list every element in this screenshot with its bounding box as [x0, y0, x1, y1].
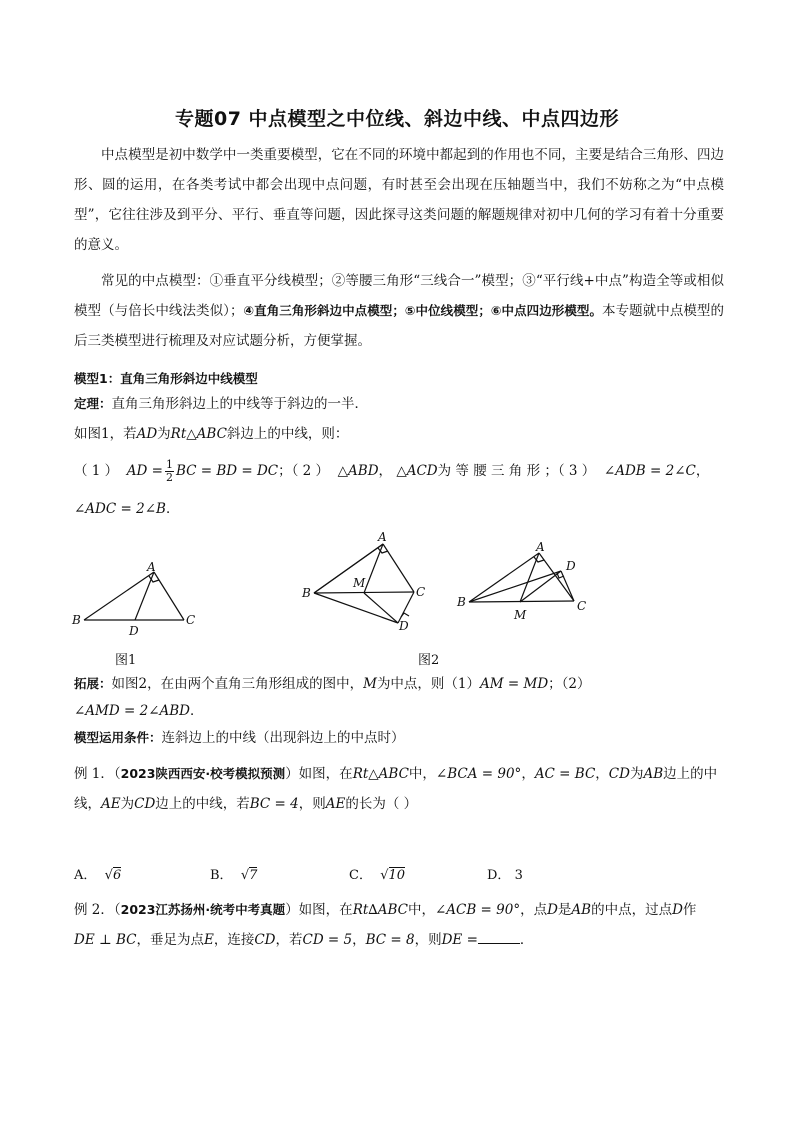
model1-intro-line — [74, 423, 348, 445]
ex2-d: D — [547, 902, 558, 918]
ex2-text1: ，点 — [520, 902, 548, 918]
prop2-abd: △ABD — [337, 463, 379, 479]
ex1-l2-c: 边上的中线，若 — [155, 796, 250, 812]
extension-m: M — [363, 676, 377, 692]
ex2-end: ． — [519, 932, 534, 948]
ex2-de: DE = — [441, 932, 478, 948]
choice-c-letter: C． — [349, 868, 372, 883]
ex1-cond2: AC = BC — [534, 766, 596, 782]
intro-ad: AD — [136, 426, 158, 442]
ex2-bc8: BC = 8 — [365, 932, 415, 948]
common-models-bold: ④直角三角形斜边中点模型；⑤中位线模型；⑥中点四边形模型。 — [243, 303, 603, 318]
fig1-label-d: D — [129, 624, 139, 638]
extension-end: ． — [190, 703, 204, 719]
prop1-ad: AD = — [126, 463, 163, 479]
extension-text-c: ；（2） — [548, 676, 591, 692]
extension-text-b: 为中点，则（1） — [376, 676, 481, 692]
prop1-rest: BC = BD = DC — [175, 463, 279, 479]
ex2-text4: 作 — [682, 902, 697, 918]
choice-b[interactable] — [210, 864, 257, 883]
ex2-prefix: 例 2．（ — [74, 902, 121, 918]
intro-text-c: 斜边上的中线，则： — [226, 426, 349, 442]
model1-properties-line — [74, 456, 724, 486]
ex1-l2-b: 为 — [120, 796, 135, 812]
extension-eq1: AM = MD — [480, 676, 549, 692]
ex2-de-perp: DE ⊥ BC — [74, 932, 137, 948]
ex1-ae: AE — [101, 796, 121, 812]
figure1-diagram — [66, 555, 206, 640]
fig1-label-c: C — [186, 613, 196, 627]
ex2-d2: D — [672, 902, 683, 918]
model1-prop3-continued — [74, 498, 179, 520]
ex1-l2-e: 的长为（ ） — [345, 796, 418, 812]
prop2-text: 为 等 腰 三 角 形 ；（ 3 ） — [437, 463, 596, 479]
fig2-label-b: B — [302, 586, 311, 600]
choice-a-letter: A． — [74, 868, 97, 883]
ex1-ab: AB — [643, 766, 664, 782]
ex2-cd: CD — [254, 932, 276, 948]
ex1-l2-a: 线， — [74, 796, 101, 812]
fig3-label-d: D — [566, 559, 576, 573]
fig2-label-c: C — [416, 585, 426, 599]
condition-line — [74, 727, 405, 749]
choice-c[interactable] — [349, 864, 405, 883]
ex2-after-source: ）如图，在 — [285, 902, 353, 918]
prop3-adc: ∠ADC = 2∠B — [74, 501, 166, 517]
ex2-text3: 的中点，过点 — [591, 902, 673, 918]
prop3-adb: ∠ADB = 2∠C — [603, 463, 696, 479]
fig1-label-a: A — [147, 560, 156, 574]
ex1-cond1: ∠BCA = 90° — [435, 766, 522, 782]
ex1-bc4: BC = 4 — [249, 796, 299, 812]
ex1-ae2: AE — [325, 796, 346, 812]
intro-text-b: 为 — [157, 426, 171, 442]
extension-text-a: 如图2，在由两个直角三角形组成的图中， — [111, 676, 364, 692]
sqrt-icon: √ — [380, 868, 389, 883]
intro-paragraph: 中点模型是初中数学中一类重要模型，它在不同的环境中都起到的作用也不同，主要是结合三角形、四边形、圆的运用，在各类考试中都会出现中点问题，有时甚至会出现在压轴题当中，我们不妨称之为“中点模型”，它往往涉及到平分、平行、垂直等问题，因此探寻这类问题的解题规律对初中几何的学习有着十分重要的意义。 — [74, 147, 724, 253]
figure3-diagram — [453, 538, 593, 628]
choice-c-value: 10 — [388, 868, 406, 883]
theorem-label: 定理： — [74, 396, 112, 411]
figure2-diagram — [298, 527, 438, 637]
extension-line — [74, 673, 591, 695]
ex1-cd2: CD — [134, 796, 156, 812]
example2-line2 — [74, 929, 533, 951]
frac-den: 2 — [165, 471, 173, 484]
common-models-tail: 本专题就中点模型的后三类模型进行梳理及对应试题分析，方便掌握。 — [74, 303, 724, 349]
prop2-acd: △ACD — [396, 463, 438, 479]
intro-rt: Rt△ABC — [170, 426, 227, 442]
example1-line2 — [74, 793, 417, 815]
answer-blank[interactable] — [478, 929, 520, 944]
prop1-sep: ；（ 2 ） — [278, 463, 330, 479]
common-models-paragraph — [74, 266, 724, 356]
example1-line1 — [74, 763, 717, 785]
prop1-label: （ 1 ） — [74, 463, 119, 479]
choice-d-letter: D． — [487, 868, 511, 883]
choice-b-letter: B． — [210, 868, 233, 883]
page-title: 专题07 中点模型之中位线、斜边中线、中点四边形 — [174, 108, 620, 130]
extension-eq2: ∠AMD = 2∠ABD — [74, 703, 190, 719]
fig2-label-d: D — [399, 619, 409, 633]
ex2-l2-b: ，连接 — [213, 932, 255, 948]
ex2-l2-c: ，若 — [275, 932, 303, 948]
model1-heading: 模型1：直角三角形斜边中线模型 — [74, 371, 258, 386]
ex2-ab: AB — [571, 902, 592, 918]
prop3-comma: ， — [695, 463, 710, 479]
fig1-label-b: B — [72, 613, 81, 627]
fig3-label-m: M — [514, 608, 527, 622]
intro-text-a: 如图1，若 — [74, 426, 137, 442]
ex2-cd5: CD = 5 — [302, 932, 353, 948]
theorem-line — [74, 393, 368, 415]
common-models-text: 常见的中点模型：①垂直平分线模型；②等腰三角形“三线合一”模型；③“平行线+中点”构造全等或相似模型（与倍长中线法类似）； — [74, 273, 724, 319]
ex1-sep2: ， — [595, 766, 609, 782]
ex2-e: E — [203, 932, 214, 948]
figure2-caption: 图2 — [418, 653, 440, 668]
ex1-rt: Rt△ABC — [352, 766, 409, 782]
figure1-caption: 图1 — [115, 653, 137, 668]
prop2-comma: ， — [378, 463, 393, 479]
sqrt-icon: √ — [240, 868, 250, 883]
ex1-mid: 中， — [408, 766, 436, 782]
choice-a[interactable] — [74, 864, 121, 883]
fig3-label-a: A — [536, 540, 545, 554]
sqrt-icon: √ — [104, 868, 113, 883]
fig2-label-m: M — [353, 576, 366, 590]
ex2-l2-d: ，则 — [414, 932, 442, 948]
example2-line1 — [74, 899, 696, 921]
frac-num: 1 — [165, 458, 173, 471]
choice-a-value: 6 — [112, 868, 122, 883]
ex2-text2: 是 — [557, 902, 572, 918]
condition-label: 模型运用条件： — [74, 730, 162, 745]
fig3-label-c: C — [577, 599, 587, 613]
extension-line2 — [74, 700, 204, 722]
fig3-label-b: B — [457, 595, 466, 609]
theorem-text: 直角三角形斜边上的中线等于斜边的一半． — [111, 396, 369, 412]
ex1-source: 2023陕西西安·校考模拟预测 — [120, 766, 286, 781]
ex1-l2-d: ，则 — [298, 796, 326, 812]
ex2-mid: 中， — [407, 902, 435, 918]
ex1-text2: 边上的中 — [663, 766, 718, 782]
ex2-l2-a: ，垂足为点 — [136, 932, 204, 948]
ex1-after-source: ）如图，在 — [285, 766, 353, 782]
fraction-half — [165, 459, 174, 484]
ex2-cond1: ∠ACB = 90° — [434, 902, 521, 918]
choice-d[interactable] — [487, 864, 523, 883]
ex1-sep1: ， — [521, 766, 535, 782]
prop3-end: ． — [165, 501, 180, 517]
ex1-text1: 为 — [629, 766, 644, 782]
choice-b-value: 7 — [249, 868, 258, 883]
choice-d-value: 3 — [514, 868, 523, 883]
extension-label: 拓展： — [74, 676, 112, 691]
ex1-prefix: 例 1．（ — [74, 766, 121, 782]
ex2-sep: ， — [352, 932, 366, 948]
fig2-label-a: A — [378, 530, 387, 544]
condition-text: 连斜边上的中线（出现斜边上的中点时） — [161, 730, 405, 746]
ex2-rt: Rt∆ABC — [352, 902, 408, 918]
ex2-source: 2023江苏扬州·统考中考真题 — [120, 902, 286, 917]
ex1-cd: CD — [608, 766, 630, 782]
